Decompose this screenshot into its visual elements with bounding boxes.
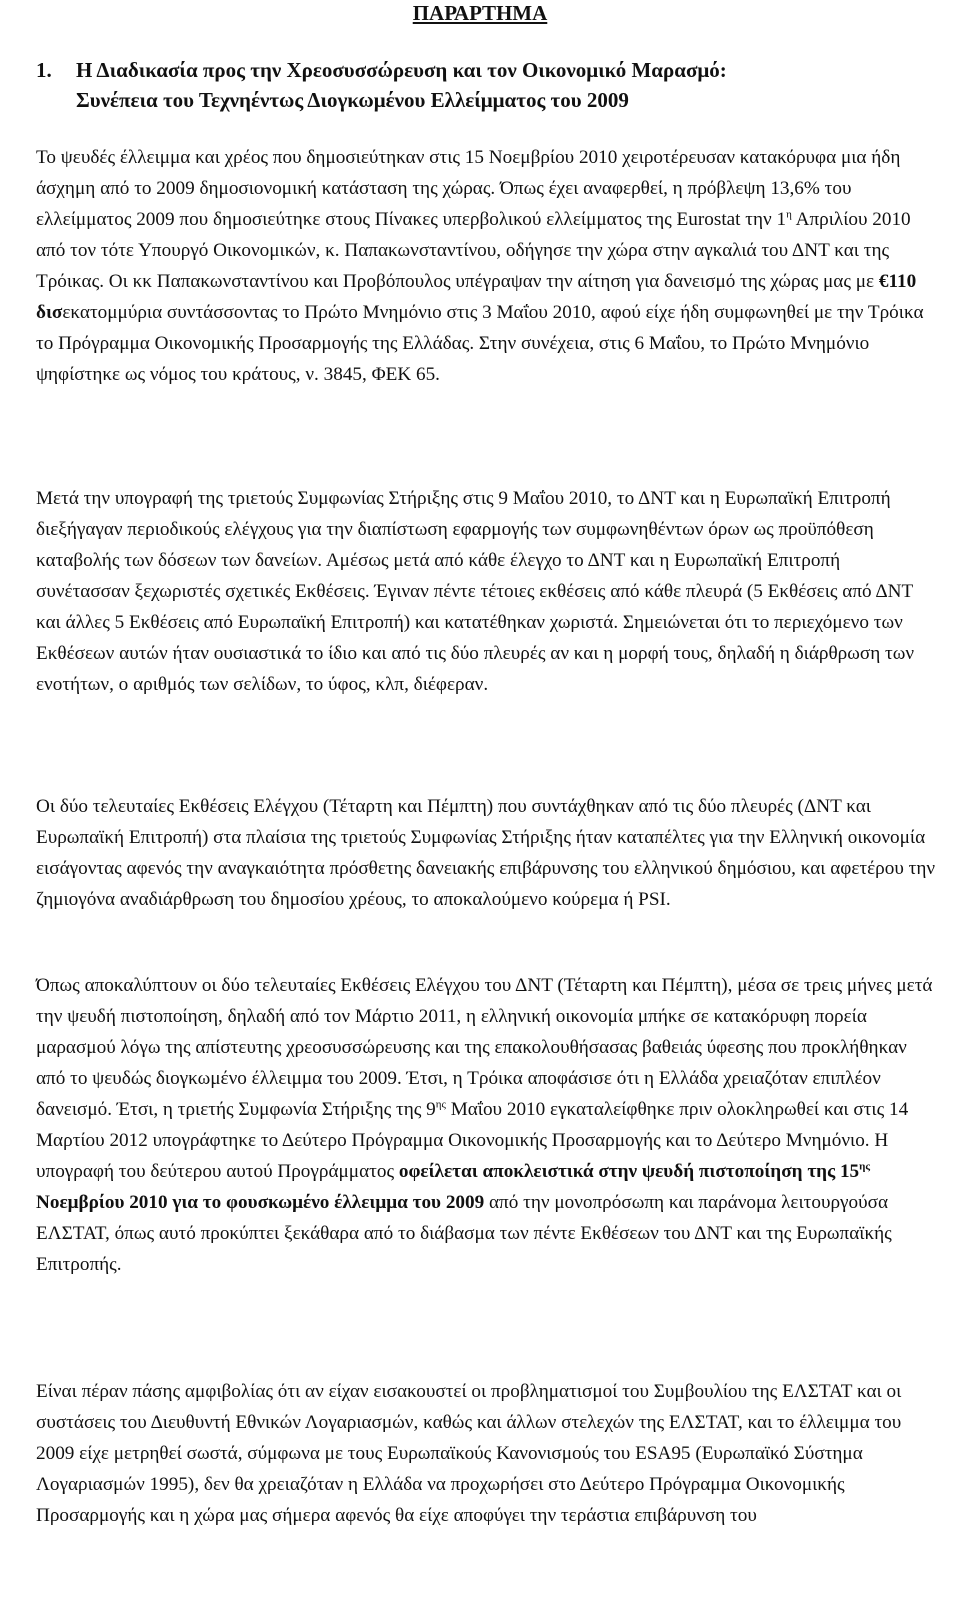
bold-statement-b: Νοεμβρίου 2010 για το φουσκωμένο έλλειμμα του 2009 bbox=[36, 1192, 485, 1213]
superscript: ης bbox=[435, 1098, 446, 1111]
paragraph-1 bbox=[36, 142, 936, 390]
section-heading-line1: Η Διαδικασία προς την Χρεοσυσσώρευση και τον Οικονομικό Μαρασμό: bbox=[76, 58, 727, 82]
paragraph-5: Είναι πέραν πάσης αμφιβολίας ότι αν είχαν εισακουστεί οι προβληματισμοί του Συμβουλίου της ΕΛΣΤΑΤ και οι συστάσεις του Διευθυντή Εθνικών Λογαριασμών, καθώς και άλλων στελεχών της ΕΛΣΤΑΤ, και το έλλειμμα του 2009 είχε μετρηθεί σωστά, σύμφωνα με τους Ευρωπαϊκούς Κανονισμούς του ESA95 (Ευρωπαϊκό Σύστημα Λογαριασμών 1995), δεν θα χρειαζόταν η Ελλάδα να προχωρήσει στο Δεύτερο Πρόγραμμα Οικονομικής Προσαρμογής και η χώρα μας σήμερα αφενός θα είχε αποφύγει την τεράστια επιβάρυνση του bbox=[36, 1381, 902, 1526]
superscript: ης bbox=[859, 1160, 871, 1173]
paragraph-1-text-b: Απριλίου 2010 από τον τότε Υπουργό Οικονομικών, κ. Παπακωνσταντίνου, οδήγησε την χώρα στην αγκαλιά του ΔΝΤ και της Τρόικας. Οι κκ Παπακωνσταντίνου και Προβόπουλος υπέγραψαν την αίτηση για δανεισμό της χώρας μας με bbox=[36, 209, 911, 292]
bold-amount: €110 δισ bbox=[36, 271, 917, 323]
paragraph-2: Μετά την υπογραφή της τριετούς Συμφωνίας Στήριξης στις 9 Μαΐου 2010, το ΔΝΤ και η Ευρωπαϊκή Επιτροπή διεξήγαγαν περιοδικούς ελέγχους για την διαπίστωση εφαρμογής των συμφωνηθέντων όρων ως προϋπόθεση καταβολής των δόσεων των δανείων. Αμέσως μετά από κάθε έλεγχο το ΔΝΤ και η Ευρωπαϊκή Επιτροπή συνέτασσαν ξεχωριστές σχετικές Εκθέσεις. Έγιναν πέντε τέτοιες εκθέσεις από κάθε πλευρά (5 Εκθέσεις από ΔΝΤ και άλλες 5 Εκθέσεις από Ευρωπαϊκή Επιτροπή) και κατατέθηκαν χωριστά. Σημειώνεται ότι το περιεχόμενο των Εκθέσεων αυτών ήταν ουσιαστικά το ίδιο και από τις δύο πλευρές αν και η μορφή τους, δηλαδή η διάρθρωση των ενοτήτων, ο αριθμός των σελίδων, το ύφος, κλπ, διέφεραν. bbox=[36, 488, 915, 695]
paragraph-4-text-b: Μαΐου 2010 εγκαταλείφθηκε πριν ολοκληρωθεί και στις 14 Μαρτίου 2012 υπογράφτηκε το Δεύτερο Πρόγραμμα Οικονομικής Προσαρμογής και το Δεύτερο Μνημόνιο. Η υπογραφή του δεύτερου αυτού Προγράμματος bbox=[36, 1099, 909, 1182]
bold-statement-a: οφείλεται αποκλειστικά στην ψευδή πιστοποίηση της 15 bbox=[398, 1161, 860, 1182]
paragraph-4 bbox=[36, 970, 936, 1280]
paragraph-1-text-a: Το ψευδές έλλειμμα και χρέος που δημοσιεύτηκαν στις 15 Νοεμβρίου 2010 χειροτέρευσαν κατακόρυφα μια ήδη άσχημη από το 2009 δημοσιονομική κατάσταση της χώρας. Όπως έχει αναφερθεί, η πρόβλεψη 13,6% του ελλείμματος 2009 που δημοσιεύτηκε στους Πίνακες υπερβολικού ελλείμματος της Eurostat την 1 bbox=[36, 147, 901, 230]
section-heading-line2: Συνέπεια του Τεχνηέντως Διογκωμένου Ελλείμματος του 2009 bbox=[76, 88, 629, 112]
paragraph-1-text-c: εκατομμύρια συντάσσοντας το Πρώτο Μνημόνιο στις 3 Μαΐου 2010, αφού είχε ήδη συμφωνηθεί με την Τρόικα το Πρόγραμμα Οικονομικής Προσαρμογής της Ελλάδας. Στην συνέχεια, στις 6 Μαΐου, το Πρώτο Μνημόνιο ψηφίστηκε ως νόμος του κράτους, ν. 3845, ΦΕΚ 65. bbox=[36, 302, 924, 385]
superscript: η bbox=[786, 208, 792, 221]
paragraph-4-text-a: Όπως αποκαλύπτουν οι δύο τελευταίες Εκθέσεις Ελέγχου του ΔΝΤ (Τέταρτη και Πέμπτη), μέσα σε τρεις μήνες μετά την ψευδή πιστοποίηση, δηλαδή από τον Μάρτιο 2011, η ελληνική οικονομία μπήκε σε κατακόρυφη πορεία μαρασμού λόγω της απίστευτης χρεοσυσσώρευσης και της επακολουθήσασας βαθειάς ύφεσης που προκλήθηκαν από το ψευδώς διογκωμένο έλλειμμα του 2009. Έτσι, η Τρόικα αποφάσισε ότι η Ελλάδα χρειαζόταν επιπλέον δανεισμό. Έτσι, η τριετής Συμφωνία Στήριξης της 9 bbox=[36, 975, 933, 1120]
section-heading bbox=[36, 55, 936, 115]
paragraph-4-text-c: από την μονοπρόσωπη και παράνομα λειτουργούσα ΕΛΣΤΑΤ, όπως αυτό προκύπτει ξεκάθαρα από το διάβασμα των πέντε Εκθέσεων του ΔΝΤ και της Ευρωπαϊκής Επιτροπής. bbox=[36, 1192, 892, 1275]
page-title: ΠΑΡΑΡΤΗΜΑ bbox=[412, 1, 548, 25]
paragraph-3: Οι δύο τελευταίες Εκθέσεις Ελέγχου (Τέταρτη και Πέμπτη) που συντάχθηκαν από τις δύο πλευρές (ΔΝΤ και Ευρωπαϊκή Επιτροπή) στα πλαίσια της τριετούς Συμφωνίας Στήριξης ήταν καταπέλτες για την Ελληνική οικονομία εισάγοντας αφενός την αναγκαιότητα πρόσθετης δανειακής επιβάρυνσης του ελληνικού δημόσιου, και αφετέρου την ζημιογόνα αναδιάρθρωση του δημοσίου χρέους, το αποκαλούμενο κούρεμα ή PSI. bbox=[36, 796, 936, 910]
section-number: 1. bbox=[36, 58, 52, 82]
